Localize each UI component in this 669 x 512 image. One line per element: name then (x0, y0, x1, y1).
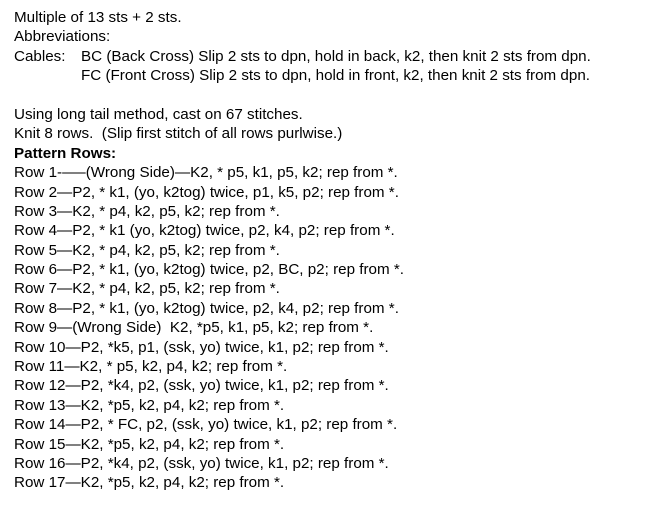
pattern-row-7: Row 7—K2, * p4, k2, p5, k2; rep from *. (14, 280, 280, 298)
pattern-row-16: Row 16—P2, *k4, p2, (ssk, yo) twice, k1, p2; rep from *. (14, 454, 389, 472)
pattern-row-10: Row 10—P2, *k5, p1, (ssk, yo) twice, k1, p2; rep from *. (14, 338, 389, 356)
pattern-row-9: Row 9—(Wrong Side) K2, *p5, k1, p5, k2; rep from *. (14, 319, 374, 337)
cable-front-cross (14, 66, 664, 85)
pattern-row-12: Row 12—P2, *k4, p2, (ssk, yo) twice, k1, p2; rep from *. (14, 377, 389, 395)
cast-on-instruction: Using long tail method, cast on 67 stitches. (14, 105, 303, 123)
cable-back-cross-text: BC (Back Cross) Slip 2 sts to dpn, hold in back, k2, then knit 2 sts from dpn. (81, 47, 591, 65)
pattern-row-8: Row 8—P2, * k1, (yo, k2tog) twice, p2, k4, p2; rep from *. (14, 299, 399, 317)
pattern-row-3: Row 3—K2, * p4, k2, p5, k2; rep from *. (14, 202, 280, 220)
cables-label-spacer (14, 66, 81, 85)
pattern-row-2: Row 2—P2, * k1, (yo, k2tog) twice, p1, k5, p2; rep from *. (14, 183, 399, 201)
pattern-rows-heading: Pattern Rows: (14, 144, 117, 162)
pattern-row-5: Row 5—K2, * p4, k2, p5, k2; rep from *. (14, 241, 280, 259)
pattern-row-6: Row 6—P2, * k1, (yo, k2tog) twice, p2, BC, p2; rep from *. (14, 261, 404, 279)
blank-line (14, 86, 664, 105)
pattern-row-13: Row 13—K2, *p5, k2, p4, k2; rep from *. (14, 396, 285, 414)
knit-rows-instruction: Knit 8 rows. (Slip first stitch of all rows purlwise.) (14, 125, 343, 143)
stitch-multiple: Multiple of 13 sts + 2 sts. (14, 9, 182, 26)
pattern-row-11: Row 11—K2, * p5, k2, p4, k2; rep from *. (14, 358, 288, 376)
pattern-row-4: Row 4—P2, * k1 (yo, k2tog) twice, p2, k4, p2; rep from *. (14, 222, 395, 240)
abbreviations-heading: Abbreviations: (14, 28, 111, 46)
knitting-pattern-document (14, 8, 664, 493)
pattern-row-15: Row 15—K2, *p5, k2, p4, k2; rep from *. (14, 435, 285, 453)
pattern-row-17: Row 17—K2, *p5, k2, p4, k2; rep from *. (14, 474, 285, 492)
pattern-row-1: Row 1-–—(Wrong Side)—K2, * p5, k1, p5, k2; rep from *. (14, 164, 398, 182)
cables-label: Cables: (14, 47, 66, 65)
cable-back-cross (14, 47, 664, 66)
cable-front-cross-text: FC (Front Cross) Slip 2 sts to dpn, hold in front, k2, then knit 2 sts from dpn. (81, 67, 590, 85)
pattern-row-14: Row 14—P2, * FC, p2, (ssk, yo) twice, k1, p2; rep from *. (14, 416, 398, 434)
